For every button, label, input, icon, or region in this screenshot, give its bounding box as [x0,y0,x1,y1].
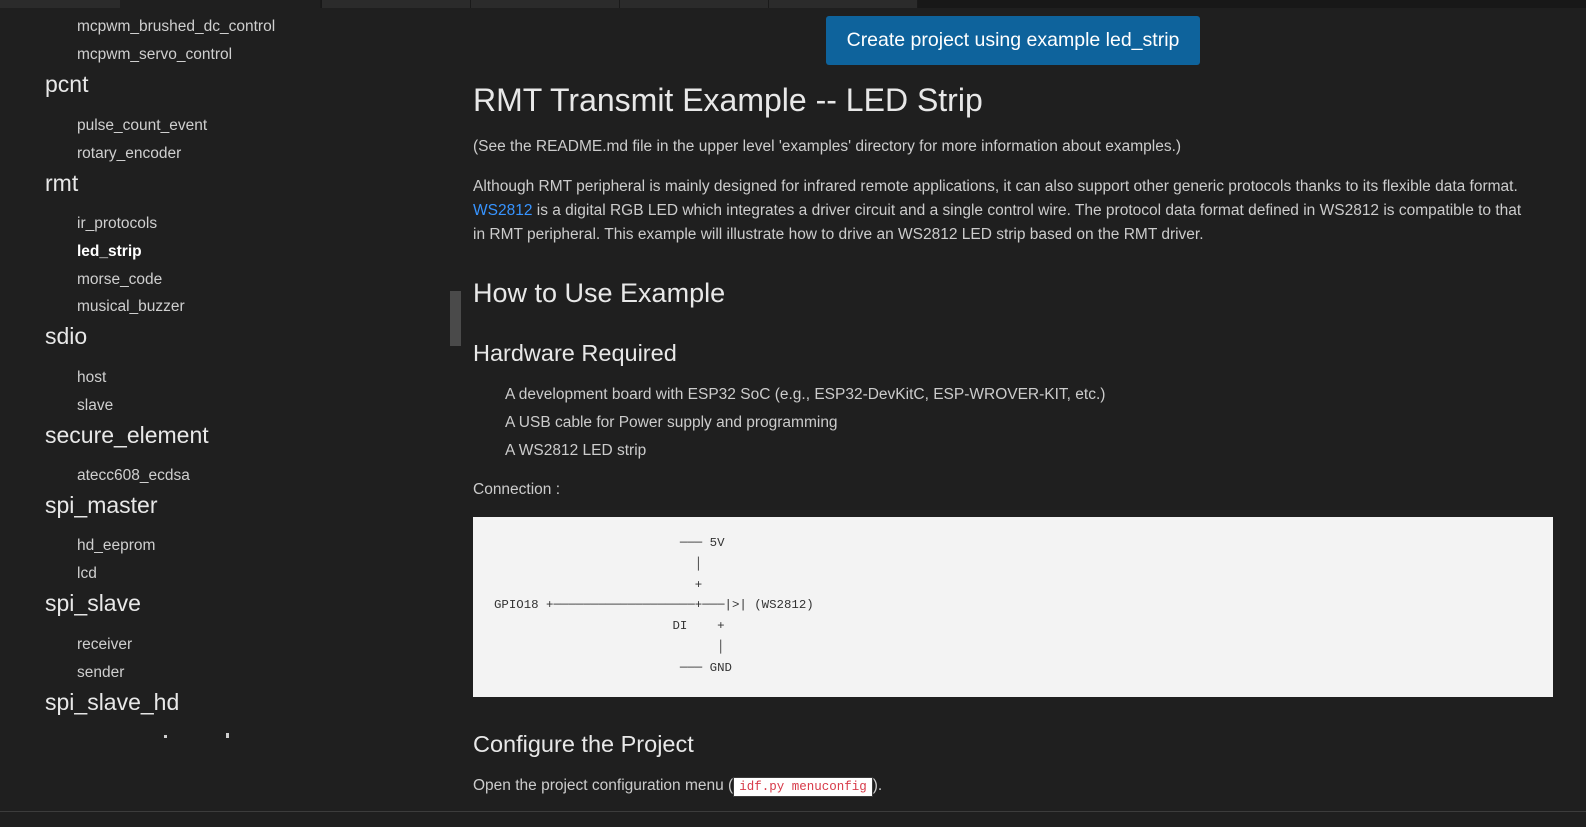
sidebar-item-morse-code[interactable]: morse_code [77,271,163,288]
sidebar-item-atecc608-ecdsa[interactable]: atecc608_ecdsa [77,467,190,484]
clipped-sidebar-item [120,735,240,738]
sidebar-group-spi-slave-hd: spi_slave_hd [45,689,180,715]
sidebar-group-secure-element: secure_element [45,422,209,448]
sidebar-group-spi-master: spi_master [45,492,158,518]
sidebar-item-receiver[interactable]: receiver [77,636,133,653]
sidebar-item-ir-protocols[interactable]: ir_protocols [77,215,158,232]
sidebar-scrollbar-thumb[interactable] [450,291,461,346]
hardware-item: A USB cable for Power supply and programming [505,414,838,431]
sidebar-item-mcpwm-brushed-dc-control[interactable]: mcpwm_brushed_dc_control [77,18,276,35]
sidebar-item-hd-eeprom[interactable]: hd_eeprom [77,537,156,554]
sidebar-group-sdio: sdio [45,323,88,349]
ws2812-link[interactable]: WS2812 [473,202,533,219]
connection-label: Connection : [473,481,561,498]
bottom-panel-edge [0,811,1586,827]
connection-diagram-text: ─── 5V │ + GPIO18 +───────────────────+───|>| (WS2812) DI + │ ─── GND [494,536,814,675]
sidebar-group-rmt: rmt [45,170,79,196]
hardware-item: A development board with ESP32 SoC (e.g., ESP32-DevKitC, ESP-WROVER-KIT, etc.) [505,386,1106,403]
editor-tab[interactable] [120,0,321,8]
configure-project-heading: Configure the Project [473,731,694,757]
sidebar-item-musical-buzzer[interactable]: musical_buzzer [77,298,185,315]
menuconfig-command: idf.py menuconfig [733,777,873,797]
sidebar-item-host[interactable]: host [77,369,107,386]
connection-diagram [473,517,1553,697]
sidebar-item-rotary-encoder[interactable]: rotary_encoder [77,145,182,162]
description-text-2: is a digital RGB LED which integrates a driver circuit and a single control wire. The protocol data format defined in WS2812 is compatible to that in RMT peripheral. This example will illustrate how to drive an WS2812 LED strip based on the RMT driver. [473,202,1522,243]
hardware-required-heading: Hardware Required [473,340,677,366]
examples-sidebar [0,8,452,738]
configure-text-after: ). [872,777,883,794]
hardware-item: A WS2812 LED strip [505,442,647,459]
sidebar-group-spi-slave: spi_slave [45,590,141,616]
sidebar-item-pulse-count-event[interactable]: pulse_count_event [77,117,208,134]
description-paragraph [473,175,1533,247]
page-title: RMT Transmit Example -- LED Strip [473,82,983,118]
sidebar-item-lcd[interactable]: lcd [77,565,97,582]
description-text-1: Although RMT peripheral is mainly designed for infrared remote applications, it can also support other generic protocols thanks to its flexible data format. [473,178,1518,195]
sidebar-item-slave[interactable]: slave [77,397,114,414]
sidebar-item-mcpwm-servo-control[interactable]: mcpwm_servo_control [77,46,233,63]
sidebar-item-led-strip[interactable]: led_strip [77,243,142,260]
create-project-button[interactable]: Create project using example led_strip [826,16,1200,65]
sidebar-group-pcnt: pcnt [45,71,89,97]
configure-paragraph [473,774,1533,799]
intro-text: (See the README.md file in the upper level 'examples' directory for more information about examples.) [473,138,1182,155]
how-to-use-heading: How to Use Example [473,278,726,308]
editor-tab[interactable] [322,0,471,8]
editor-tab[interactable] [0,0,121,8]
configure-text-before: Open the project configuration menu ( [473,777,734,794]
readme-content [473,0,1573,826]
sidebar-item-sender[interactable]: sender [77,664,125,681]
